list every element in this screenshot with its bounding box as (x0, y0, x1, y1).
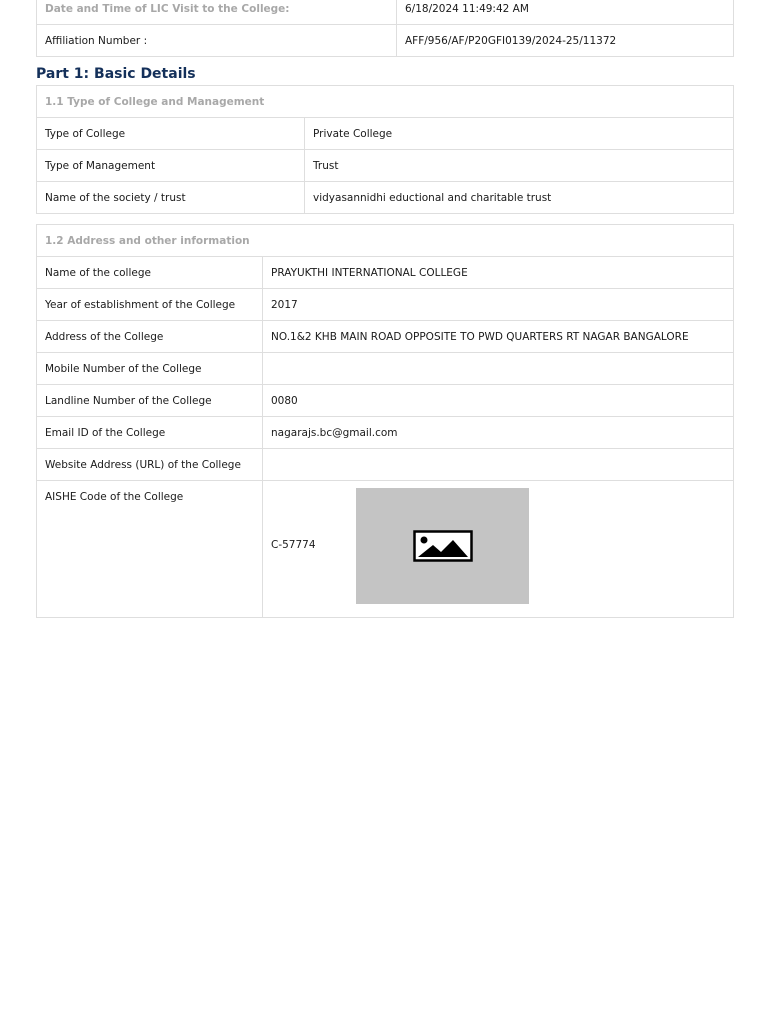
table-row (37, 289, 734, 321)
table-row (37, 25, 734, 57)
table-row (37, 182, 734, 214)
address-label: Address of the College (37, 321, 263, 353)
aishe-code-cell (263, 481, 734, 618)
college-name-value: PRAYUKTHI INTERNATIONAL COLLEGE (263, 257, 734, 289)
table-row (37, 150, 734, 182)
visit-datetime-value: 6/18/2024 11:49:42 AM (397, 0, 734, 25)
society-name-value: vidyasannidhi eductional and charitable trust (305, 182, 734, 214)
table-row (37, 321, 734, 353)
part-title: Part 1: Basic Details (36, 66, 196, 82)
type-of-college-value: Private College (305, 118, 734, 150)
mobile-number-label: Mobile Number of the College (37, 353, 263, 385)
affiliation-number-label: Affiliation Number : (37, 25, 397, 57)
section-heading-row (37, 86, 734, 118)
table-row (37, 385, 734, 417)
table-row (37, 118, 734, 150)
table-row (37, 257, 734, 289)
email-value: nagarajs.bc@gmail.com (263, 417, 734, 449)
image-placeholder-icon (413, 530, 473, 562)
type-of-management-label: Type of Management (37, 150, 305, 182)
type-of-management-value: Trust (305, 150, 734, 182)
establishment-year-label: Year of establishment of the College (37, 289, 263, 321)
section-heading: 1.1 Type of College and Management (37, 86, 734, 118)
mobile-number-value (263, 353, 734, 385)
table-row (37, 481, 734, 618)
website-label: Website Address (URL) of the College (37, 449, 263, 481)
table-row (37, 417, 734, 449)
image-placeholder (356, 488, 529, 604)
visit-datetime-label: Date and Time of LIC Visit to the College: (37, 0, 397, 25)
landline-number-label: Landline Number of the College (37, 385, 263, 417)
college-type-table (36, 85, 734, 214)
society-name-label: Name of the society / trust (37, 182, 305, 214)
table-row (37, 449, 734, 481)
section-heading-row (37, 225, 734, 257)
aishe-code-value: C-57774 (271, 539, 316, 551)
page-content (36, 0, 733, 618)
address-info-table (36, 224, 734, 618)
type-of-college-label: Type of College (37, 118, 305, 150)
table-row (37, 353, 734, 385)
email-label: Email ID of the College (37, 417, 263, 449)
college-name-label: Name of the college (37, 257, 263, 289)
aishe-code-label: AISHE Code of the College (37, 481, 263, 618)
section-heading: 1.2 Address and other information (37, 225, 734, 257)
website-value (263, 449, 734, 481)
table-row (37, 0, 734, 25)
affiliation-number-value: AFF/956/AF/P20GFI0139/2024-25/11372 (397, 25, 734, 57)
landline-number-value: 0080 (263, 385, 734, 417)
address-value: NO.1&2 KHB MAIN ROAD OPPOSITE TO PWD QUARTERS RT NAGAR BANGALORE (263, 321, 734, 353)
establishment-year-value: 2017 (263, 289, 734, 321)
visit-info-table (36, 0, 734, 57)
